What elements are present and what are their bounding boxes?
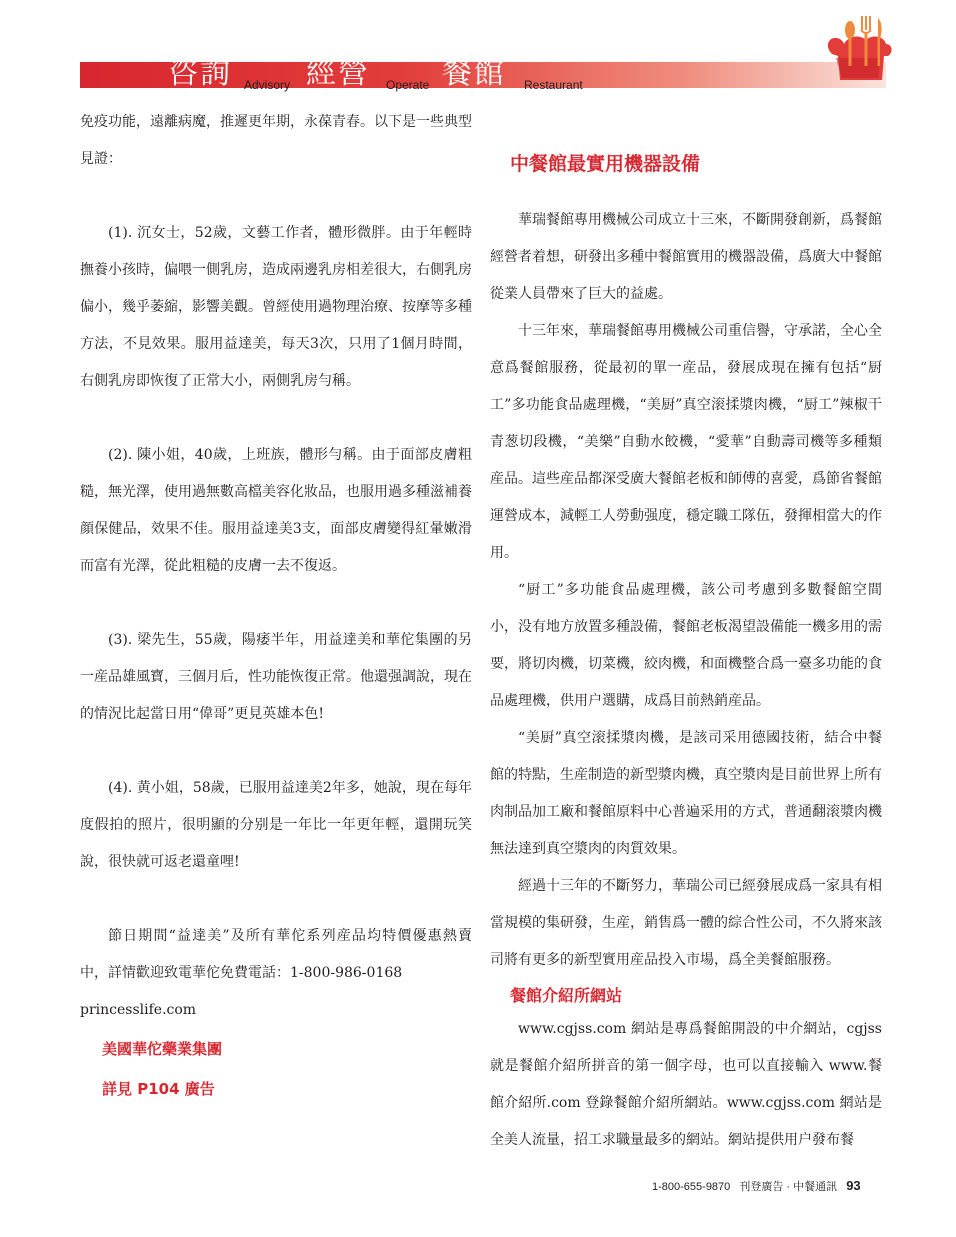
utensils-logo-icon (818, 10, 898, 90)
header-en-operate: Operate (386, 78, 430, 92)
testimonial-4: (4). 黄小姐，58歲，已服用益達美2年多，她說，現在每年度假拍的照片，很明顯的分别是一年比一年更年輕，還開玩笑說，很快就可返老還童哩! (80, 780, 472, 870)
article-paragraph-5: 經過十三年的不斷努力，華瑞公司已經發展成爲一家具有相當規模的集研發，生産，銷售爲一體的綜合性公司，不久將來該司將有更多的新型實用産品投入市場，爲全美餐館服務。 (490, 878, 882, 968)
article-title: 中餐館最實用機器設備 (510, 153, 701, 175)
testimonial-1: (1). 沉女士，52歲，文藝工作者，體形微胖。由于年輕時撫養小孩時，偏喂一側乳房，造成兩邊乳房相差很大，右側乳房偏小，幾乎萎縮，影響美觀。曾經使用過物理治療、按摩等多種方法，不見效果。服用益達美，每天3次，只用了1個月時間，右側乳房即恢復了正常大小，兩側乳房勻稱。 (80, 225, 472, 389)
testimonial-2: (2). 陳小姐，40歲，上班族，體形勻稱。由于面部皮膚粗糙，無光澤，使用過無數高檔美容化妝品，也服用過多種滋補養顔保健品，效果不佳。服用益達美3支，面部皮膚變得紅暈嫩滑而富有光澤，從此粗糙的皮膚一去不復返。 (80, 447, 472, 574)
page-footer (652, 1178, 861, 1194)
article-paragraph-3: “厨工”多功能食品處理機，該公司考慮到多數餐館空間小，没有地方放置多種設備，餐館老板渴望設備能一機多用的需要，將切肉機，切菜機，絞肉機，和面機整合爲一臺多功能的食品處理機，供用户選購，成爲目前熱銷産品。 (490, 582, 882, 709)
intro-paragraph: 免疫功能，遠離病魔，推遲更年期，永葆青春。以下是一些典型見證： (80, 114, 472, 167)
header-zh-restaurant: 餐館 (442, 56, 506, 91)
article-paragraph-6: www.cgjss.com 網站是專爲餐館開設的中介網站，cgjss 就是餐館介紹所拼音的第一個字母，也可以直接輸入 www.餐館介紹所.com 登錄餐館介紹所網站。www.cgjss.com 網站是全美人流量，招工求職量最多的網站。網站提供用户發布餐 (490, 1021, 882, 1148)
footer-text: 刊登廣告 · 中餐通訊 (739, 1181, 838, 1193)
footer-phone: 1-800-655-9870 (652, 1181, 731, 1193)
header-zh-advisory: 咨詢 (168, 56, 232, 91)
company-name: 美國華佗藥業集團 (102, 1040, 223, 1058)
ad-reference: 詳見 P104 廣告 (102, 1080, 215, 1098)
article-paragraph-1: 華瑞餐館專用機械公司成立十三來，不斷開發創新，爲餐館經營者着想，研發出多種中餐館實用的機器設備，爲廣大中餐館從業人員帶來了巨大的益處。 (490, 212, 882, 302)
left-column (80, 104, 472, 1109)
page-number: 93 (846, 1178, 861, 1193)
article-paragraph-2: 十三年來，華瑞餐館專用機械公司重信譽，守承諾，全心全意爲餐館服務，從最初的單一産品，發展成現在擁有包括“厨工”多功能食品處理機，“美厨”真空滚揉漿肉機，“厨工”辣椒干青葱切段機，“美樂”自動水餃機，“愛華”自動壽司機等多種類産品。這些産品都深受廣大餐館老板和師傅的喜愛，爲節省餐館運營成本，減輕工人勞動强度，穩定職工隊伍，發揮相當大的作用。 (490, 323, 882, 561)
promo-paragraph: 節日期間“益達美”及所有華佗系列産品均特價優惠熱賣中，詳情歡迎致電華佗免費電話：1-800-986-0168 (80, 928, 472, 981)
header-en-restaurant: Restaurant (524, 78, 583, 92)
header-zh-operate: 經營 (306, 56, 370, 91)
article-paragraph-4: “美厨”真空滚揉漿肉機，是該司采用德國技術，結合中餐館的特點，生産制造的新型漿肉機，真空漿肉是目前世界上所有肉制品加工廠和餐館原料中心普遍采用的方式，普通翻滚漿肉機無法達到真空漿肉的肉質效果。 (490, 730, 882, 857)
website-link[interactable]: princesslife.com (80, 1002, 197, 1018)
header-en-advisory: Advisory (244, 78, 291, 92)
testimonial-3: (3). 梁先生，55歲，陽痿半年，用益達美和華佗集團的另一産品雄風寶，三個月后，性功能恢復正常。他還强調說，現在的情況比起當日用“偉哥”更見英雄本色! (80, 632, 472, 722)
subsection-title: 餐館介紹所網站 (510, 986, 623, 1005)
right-column (490, 146, 882, 1159)
